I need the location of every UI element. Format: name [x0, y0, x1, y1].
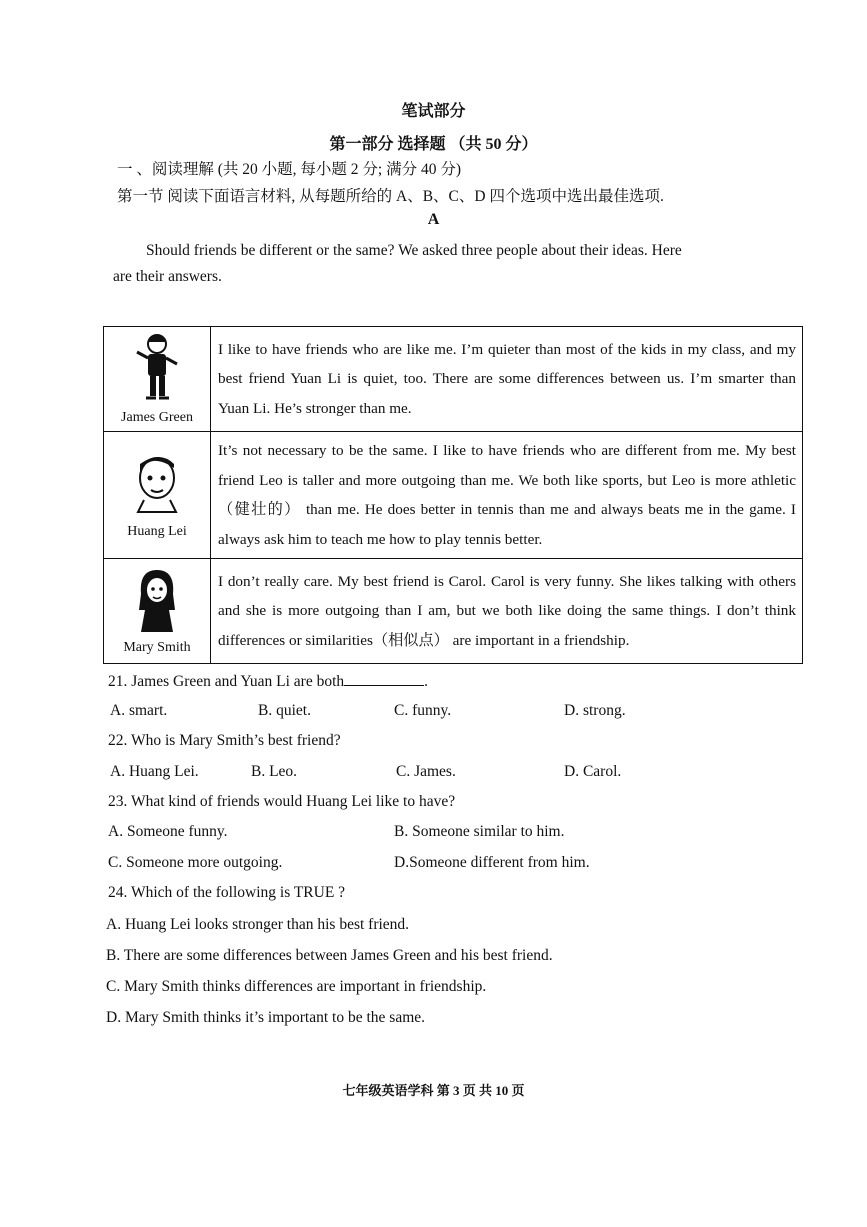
table-row	[104, 432, 803, 559]
intro-line-1: Should friends be different or the same? We asked three people about their ideas. Here	[146, 242, 682, 259]
question-stem-22: 22. Who is Mary Smith’s best friend?	[108, 732, 341, 749]
cartoon-girl-icon	[131, 566, 183, 634]
option-24-d: D. Mary Smith thinks it’s important to be the same.	[106, 1009, 426, 1026]
question-stem-text: 21. James Green and Yuan Li are both	[108, 673, 345, 690]
question-stem-21	[108, 671, 428, 691]
option-22-a: A. Huang Lei.	[110, 763, 199, 780]
table-row	[104, 559, 803, 664]
person-name: Huang Lei	[127, 524, 187, 539]
question-stem-24: 24. Which of the following is TRUE ?	[108, 884, 346, 901]
cartoon-boy-face-icon	[130, 450, 184, 514]
page-footer: 七年级英语学科 第 3 页 共 10 页	[342, 1083, 525, 1098]
option-23-b: B. Someone similar to him.	[394, 823, 565, 840]
passage-label: A	[427, 211, 440, 228]
person-cell	[104, 432, 211, 559]
instruction: 第一节 阅读下面语言材料, 从每题所给的 A、B、C、D 四个选项中选出最佳选项.	[117, 188, 664, 205]
person-name: James Green	[121, 410, 193, 425]
cartoon-boy-thumbs-up-icon	[132, 332, 182, 404]
option-21-c: C. funny.	[394, 702, 452, 719]
option-22-d: D. Carol.	[564, 763, 622, 780]
person-cell	[104, 327, 211, 432]
option-22-b: B. Leo.	[251, 763, 298, 780]
table-row	[104, 327, 803, 432]
option-22-c: C. James.	[396, 763, 456, 780]
section-title: 笔试部分	[401, 103, 466, 120]
intro-line-2: are their answers.	[113, 268, 222, 285]
option-24-a: A. Huang Lei looks stronger than his best friend.	[106, 916, 410, 933]
part-title: 第一部分 选择题 （共 50 分）	[329, 136, 538, 153]
reading-heading: 一 、阅读理解 (共 20 小题, 每小题 2 分; 满分 40 分)	[117, 161, 462, 178]
people-table	[103, 326, 803, 664]
option-23-a: A. Someone funny.	[108, 823, 228, 840]
option-23-c: C. Someone more outgoing.	[108, 854, 283, 871]
option-21-d: D. strong.	[564, 702, 626, 719]
answer-blank	[344, 671, 424, 686]
person-cell	[104, 559, 211, 664]
person-text: I like to have friends who are like me. I’m quieter than most of the kids in my class, and my best friend Yuan Li is quiet, too. There are some differences between us. I’m smarter than Yuan Li. He’s stronger than me.	[211, 327, 803, 432]
option-24-b: B. There are some differences between James Green and his best friend.	[106, 947, 553, 964]
question-stem-end: .	[424, 673, 429, 690]
person-text: I don’t really care. My best friend is Carol. Carol is very funny. She likes talking with others and she is more outgoing than I am, but we both like doing the same things. I don’t think differences or similarities（相似点） are important in a friendship.	[211, 559, 803, 664]
option-21-a: A. smart.	[110, 702, 168, 719]
option-21-b: B. quiet.	[258, 702, 311, 719]
option-24-c: C. Mary Smith thinks differences are important in friendship.	[106, 978, 487, 995]
person-text: It’s not necessary to be the same. I like to have friends who are different from me. My best friend Leo is taller and more outgoing than me. We both like sports, but Leo is more athletic（健壮的） than me. He does better in tennis than me and always beats me in the game. I always ask him to teach me how to play tennis better.	[211, 432, 803, 559]
option-23-d: D.Someone different from him.	[394, 854, 590, 871]
question-stem-23: 23. What kind of friends would Huang Lei like to have?	[108, 793, 456, 810]
person-name: Mary Smith	[123, 640, 191, 655]
